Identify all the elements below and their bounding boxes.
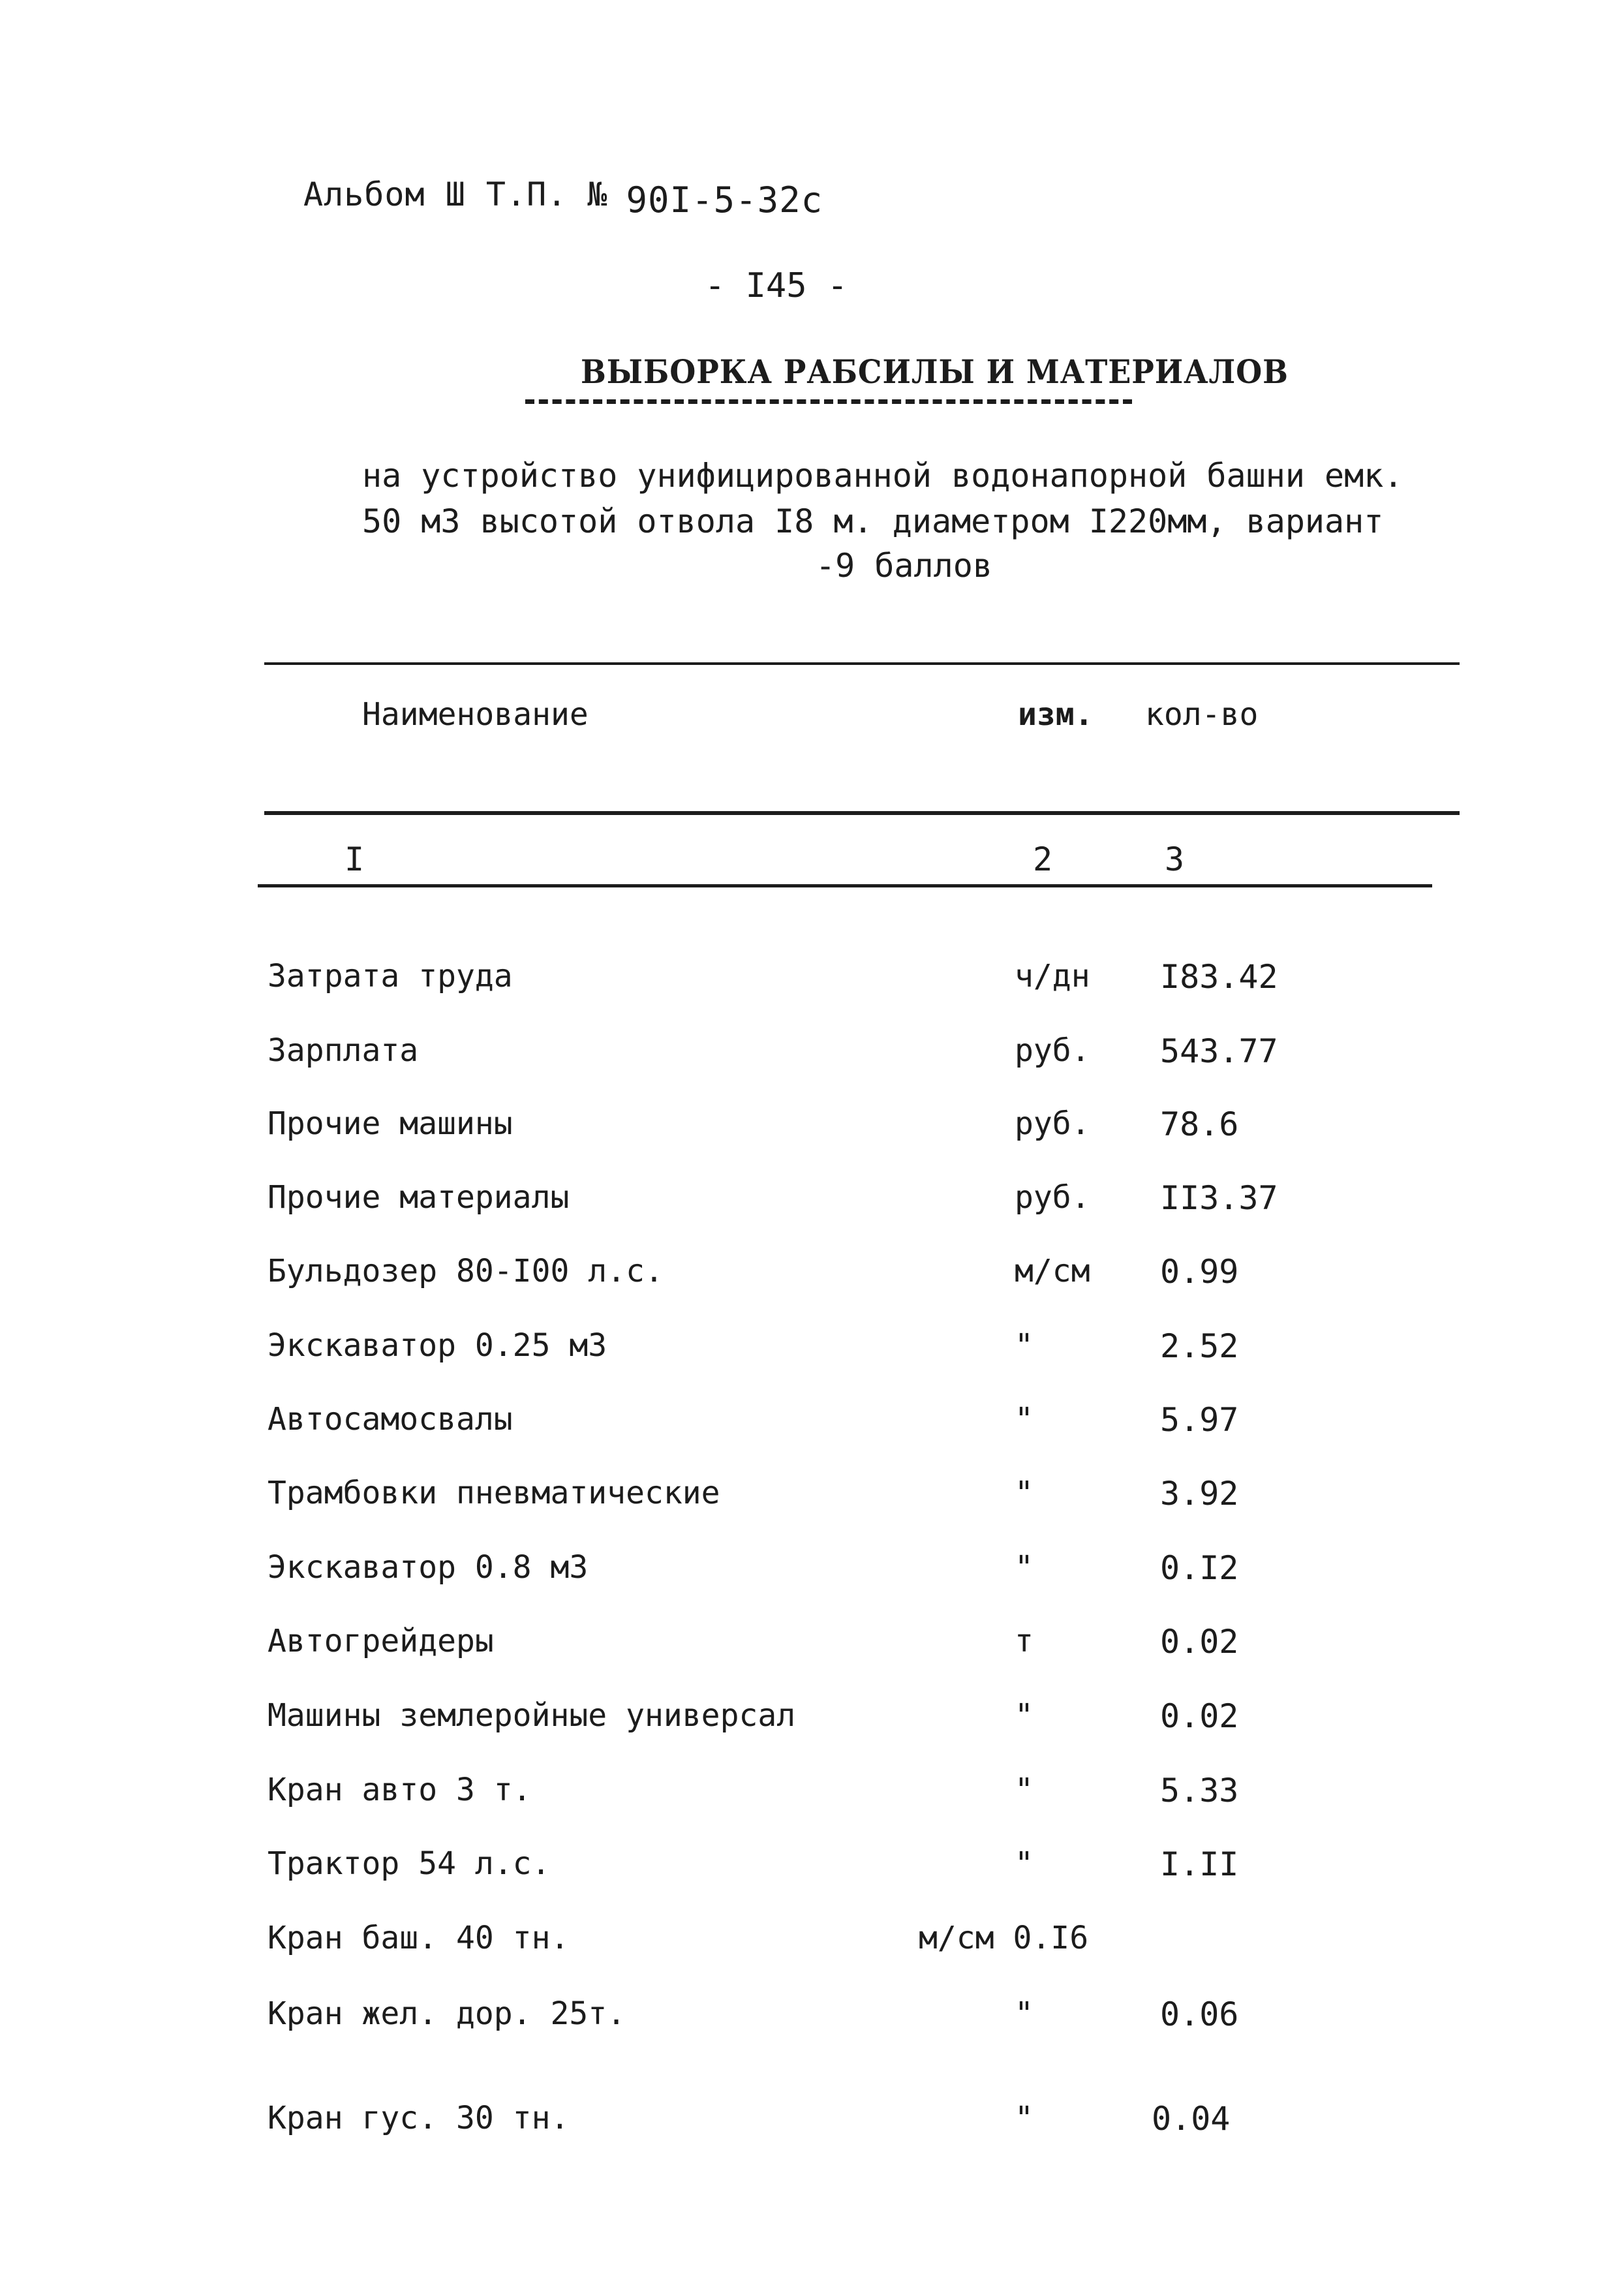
table-row-name: Прочие материалы — [268, 1179, 570, 1216]
table-row-unit: " — [1015, 1697, 1034, 1734]
column-numbers-rule — [258, 884, 1432, 887]
table-row-unit: м/см — [1015, 1253, 1090, 1289]
table-row-unit: руб. — [1015, 1032, 1090, 1069]
table-row-quantity: I83.42 — [1160, 958, 1278, 996]
table-top-rule — [264, 662, 1460, 665]
table-row-unit: руб. — [1015, 1179, 1090, 1216]
table-row-quantity: 543.77 — [1160, 1032, 1278, 1070]
page-number: - I45 - — [705, 266, 848, 305]
table-row-name: Кран жел. дор. 25т. — [268, 1995, 626, 2032]
table-row-unit: " — [1015, 1401, 1034, 1438]
table-row-quantity: 0.04 — [1152, 2100, 1231, 2138]
table-row-name: Затрата труда — [268, 958, 513, 994]
table-row-name: Трамбовки пневматические — [268, 1475, 720, 1511]
table-row-quantity: 5.97 — [1160, 1401, 1239, 1439]
table-row-quantity: 2.52 — [1160, 1327, 1239, 1365]
table-row-name: Кран авто 3 т. — [268, 1772, 532, 1808]
table-row-unit: руб. — [1015, 1105, 1090, 1142]
table-row-name: Кран баш. 40 тн. — [268, 1920, 570, 1956]
table-row-name: Автогрейдеры — [268, 1623, 494, 1659]
table-row-unit: " — [1015, 1327, 1034, 1364]
table-row-name: Экскаватор 0.8 м3 — [268, 1549, 589, 1586]
table-row-name: Кран гус. 30 тн. — [268, 2100, 570, 2136]
table-row-name: Зарплата — [268, 1032, 419, 1069]
table-row-unit: " — [1015, 1845, 1034, 1882]
table-row-name: Прочие машины — [268, 1105, 513, 1142]
album-label: Альбом Ш Т.П. № — [303, 176, 608, 213]
column-number-1: I — [345, 840, 365, 878]
table-row-quantity: 0.I2 — [1160, 1549, 1239, 1587]
subtitle-line-3: -9 баллов — [816, 547, 992, 585]
table-row-quantity: 0.06 — [1160, 1995, 1239, 2033]
album-reference — [303, 173, 823, 221]
table-row-name: Экскаватор 0.25 м3 — [268, 1327, 607, 1364]
table-row-name: Бульдозер 80-I00 л.с. — [268, 1253, 664, 1289]
column-header-unit: изм. — [1018, 696, 1094, 733]
column-number-2: 2 — [1033, 840, 1053, 878]
table-row-quantity: 0.99 — [1160, 1253, 1239, 1291]
subtitle-line-2: 50 м3 высотой отвола I8 м. диаметром I220мм, вариант — [362, 502, 1384, 540]
table-row-name: Трактор 54 л.с. — [268, 1845, 551, 1882]
column-header-name: Наименование — [362, 696, 589, 733]
table-row-quantity: I.II — [1160, 1845, 1239, 1883]
table-row-quantity: 5.33 — [1160, 1772, 1239, 1809]
header-bottom-rule — [264, 811, 1460, 815]
column-header-quantity: кол-во — [1145, 696, 1259, 733]
table-row-quantity: 0.02 — [1160, 1623, 1239, 1661]
table-row-quantity: II3.37 — [1160, 1179, 1278, 1217]
table-row-unit: т — [1015, 1623, 1034, 1659]
album-code: 90I-5-32с — [626, 179, 823, 221]
table-row-unit: ч/дн — [1015, 958, 1090, 994]
column-number-3: 3 — [1165, 840, 1185, 878]
subtitle-line-1: на устройство унифицированной водонапорной башни емк. — [362, 457, 1403, 495]
table-row-quantity: 78.6 — [1160, 1105, 1239, 1143]
table-row-unit: " — [1015, 2100, 1034, 2136]
table-row-name: Машины землеройные универсал — [268, 1697, 796, 1734]
document-title: ВЫБОРКА РАБСИЛЫ И МАТЕРИАЛОВ — [581, 352, 1289, 391]
table-row-unit: " — [1015, 1549, 1034, 1586]
table-row-unit: " — [1015, 1995, 1034, 2032]
table-row-quantity: 0.02 — [1160, 1697, 1239, 1735]
table-row-unit: м/см 0.I6 — [919, 1920, 1089, 1956]
table-row-quantity: 3.92 — [1160, 1475, 1239, 1513]
table-row-name: Автосамосвалы — [268, 1401, 513, 1438]
table-row-unit: " — [1015, 1772, 1034, 1808]
title-underline — [525, 399, 1132, 404]
table-row-unit: " — [1015, 1475, 1034, 1511]
